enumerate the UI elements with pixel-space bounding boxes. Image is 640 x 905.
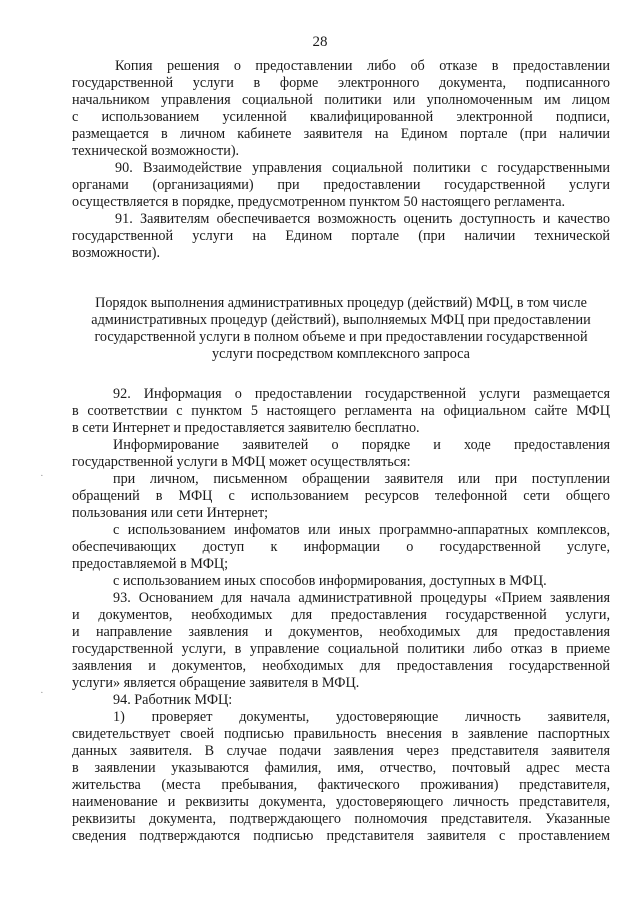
text-line: с использованием иных способов информирования, доступных в МФЦ.	[113, 573, 547, 589]
text-line: 91. Заявителям обеспечивается возможность оценить доступность и качество	[115, 211, 610, 227]
text-line: жительства (места пребывания, фактического проживания) представителя,	[72, 777, 610, 793]
text-line: реквизиты документа, подтверждающего полномочия представителя. Указанные	[72, 811, 610, 827]
text-line: размещается в личном кабинете заявителя на Едином портале (при наличии	[72, 126, 610, 142]
text-line: и документов, необходимых для предоставления государственной услуги,	[72, 607, 610, 623]
paragraph-other-methods	[72, 573, 610, 590]
text-line: технической возможности).	[72, 143, 240, 159]
text-line: государственной услуги в МФЦ может осуществляться:	[72, 454, 411, 470]
text-line: данных заявителя. В случае подачи заявления через представителя заявителя	[72, 743, 610, 759]
scan-mark: ·	[40, 687, 44, 699]
text-line: услуги» является обращение заявителя в МФЦ.	[72, 675, 360, 691]
text-line: государственной услуги в форме электронного документа, подписанного	[72, 75, 610, 91]
text-line: Информирование заявителей о порядке и ходе предоставления	[113, 437, 610, 453]
paragraph-infomats	[72, 522, 610, 573]
heading-line: административных процедур (действий), выполняемых МФЦ при предоставлении	[91, 312, 591, 328]
text-line: государственной услуги на Едином портале (при наличии технической	[72, 228, 610, 244]
text-line: начальником управления социальной политики или уполномоченным им лицом	[72, 92, 610, 108]
text-line: и направление заявления и документов, необходимых для предоставления	[72, 624, 610, 640]
text-line: Копия решения о предоставлении либо об отказе в предоставлении	[115, 58, 610, 74]
scan-mark: ·	[40, 470, 44, 482]
text-line: сведения подтверждаются подписью представителя заявителя с проставлением	[72, 828, 610, 844]
paragraph-92	[72, 386, 610, 437]
text-line: в соответствии с пунктом 5 настоящего регламента на официальном сайте МФЦ	[72, 403, 610, 419]
text-line: 90. Взаимодействие управления социальной политики с государственными	[115, 160, 610, 176]
text-line: наименование и реквизиты документа, удостоверяющего личность представителя,	[72, 794, 610, 810]
text-line: возможности).	[72, 245, 161, 261]
section-heading	[72, 295, 610, 363]
text-line: 92. Информация о предоставлении государственной услуги размещается	[113, 386, 610, 402]
heading-line: услуги посредством комплексного запроса	[212, 346, 470, 362]
text-line: с использованием усиленной квалифицированной электронной подписи,	[72, 109, 610, 125]
paragraph-informing	[72, 437, 610, 471]
heading-line: государственной услуги в полном объеме и при предоставлении государственной	[94, 329, 588, 345]
text-line: предоставляемой в МФЦ;	[72, 556, 229, 572]
paragraph-personal-appeal	[72, 471, 610, 522]
heading-line: Порядок выполнения административных процедур (действий) МФЦ, в том числе	[95, 295, 587, 311]
paragraph-copy-decision	[72, 58, 610, 160]
page-number: 28	[312, 34, 328, 50]
text-line: заявления и документов, необходимых для предоставления государственной	[72, 658, 610, 674]
paragraph-94	[72, 692, 610, 709]
text-line: в заявлении указываются фамилия, имя, отчество, почтовый адрес места	[72, 760, 610, 776]
text-line: свидетельствует своей подписью правильность внесения в заявление паспортных	[72, 726, 610, 742]
text-line: пользования или сети Интернет;	[72, 505, 269, 521]
text-line: осуществляется в порядке, предусмотренном пунктом 50 настоящего регламента.	[72, 194, 566, 210]
text-line: 93. Основанием для начала административной процедуры «Прием заявления	[113, 590, 610, 606]
text-line: обеспечивающих доступ к информации о государственной услуге,	[72, 539, 610, 555]
paragraph-90	[72, 160, 610, 211]
paragraph-91	[72, 211, 610, 262]
document-body	[72, 58, 610, 845]
text-line: обращений в МФЦ с использованием ресурсов телефонной сети общего	[72, 488, 610, 504]
text-line: с использованием инфоматов или иных программно-аппаратных комплексов,	[113, 522, 610, 538]
text-line: 94. Работник МФЦ:	[113, 692, 233, 708]
text-line: 1) проверяет документы, удостоверяющие личность заявителя,	[113, 709, 610, 725]
paragraph-93	[72, 590, 610, 692]
paragraph-94-item-1	[72, 709, 610, 845]
text-line: органами (организациями) при предоставлении государственной услуги	[72, 177, 610, 193]
text-line: государственной услуги, в управление социальной политики либо отказ в приеме	[72, 641, 610, 657]
text-line: при личном, письменном обращении заявителя или при поступлении	[113, 471, 610, 487]
text-line: в сети Интернет и предоставляется заявителю бесплатно.	[72, 420, 420, 436]
